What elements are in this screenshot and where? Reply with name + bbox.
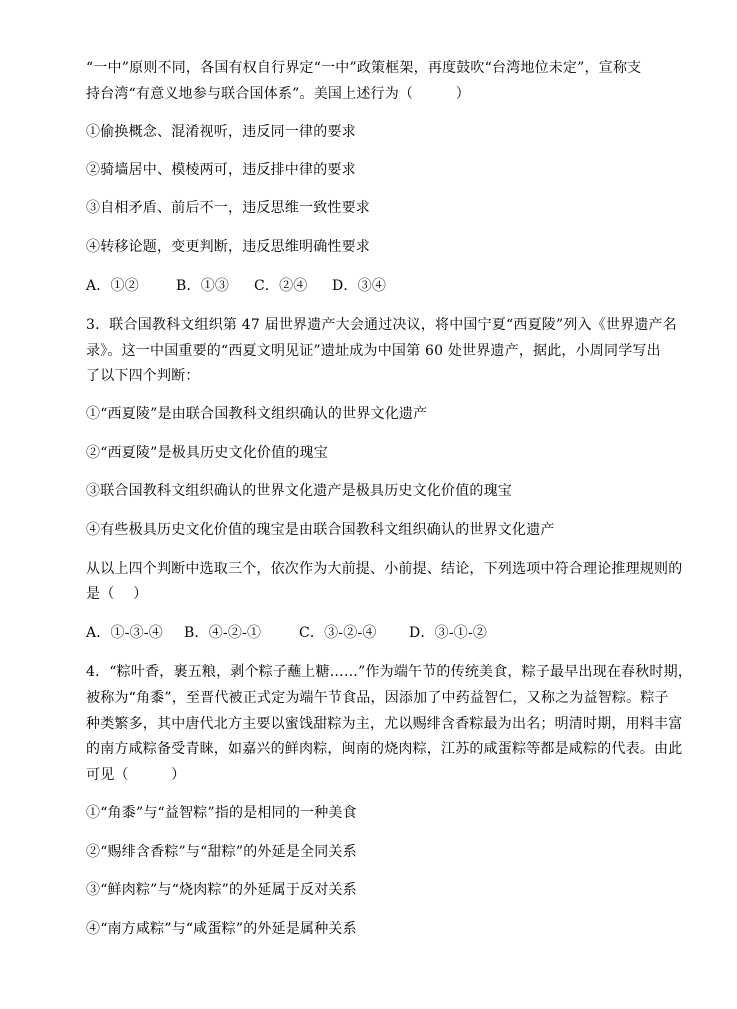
q4-stem-line-1: 4．“粽叶香，裹五粮，剥个粽子蘸上糖……”作为端午节的传统美食，粽子最早出现在春秋时期， — [86, 664, 693, 680]
q3-stem-line-1: 3．联合国教科文组织第 47 届世界遗产大会通过决议，将中国宁夏“西夏陵”列入《世界遗产名 — [86, 317, 677, 333]
q2-choice-c: C．②④ — [254, 278, 308, 294]
q4-option-1: ①“角黍”与“益智粽”指的是相同的一种美食 — [86, 805, 357, 821]
q3-choice-b: B．④-②-① — [184, 625, 262, 641]
q2-choice-d: D．③④ — [332, 278, 387, 294]
q2-choices — [86, 277, 386, 295]
q3-question-line-1: 从以上四个判断中选取三个，依次作为大前提、小前提、结论，下列选项中符合理论推理规则的 — [86, 561, 683, 577]
q3-judgment-3: ③联合国教科文组织确认的世界文化遗产是极具历史文化价值的瑰宝 — [86, 483, 512, 499]
q3-stem-line-3: 了以下四个判断： — [86, 368, 200, 384]
q3-choice-c: C．③-②-④ — [299, 625, 377, 641]
q2-option-2: ②骑墙居中、模棱两可，违反排中律的要求 — [86, 162, 356, 178]
q3-choices — [86, 624, 487, 642]
q2-choice-a: A．①② — [86, 278, 139, 294]
q2-option-4: ④转移论题，变更判断，违反思维明确性要求 — [86, 239, 370, 255]
q3-choice-a: A．①-③-④ — [86, 625, 163, 641]
q4-option-3: ③“鲜肉粽”与“烧肉粽”的外延属于反对关系 — [86, 882, 357, 898]
q4-stem-line-5: 可见（ ） — [86, 767, 186, 783]
q2-stem-line-1: “一中”原则不同，各国有权自行界定“一中”政策框架，再度鼓吹“台湾地位未定”，宣称支 — [86, 60, 642, 76]
q3-choice-d: D．③-①-② — [409, 625, 488, 641]
q3-stem-line-2: 录》。这一中国重要的“西夏文明见证”遗址成为中国第 60 处世界遗产，据此，小周同学写出 — [86, 343, 661, 359]
q4-stem-line-2: 被称为“角黍”，至晋代被正式定为端午节食品，因添加了中药益智仁，又称之为益智粽。粽子 — [86, 690, 669, 706]
q2-choice-b: B．①③ — [176, 278, 230, 294]
q3-judgment-4: ④有些极具历史文化价值的瑰宝是由联合国教科文组织确认的世界文化遗产 — [86, 522, 555, 538]
q2-stem-line-2: 持台湾“有意义地参与联合国体系”。美国上述行为（ ） — [86, 86, 470, 102]
q3-question-line-2: 是（ ） — [86, 586, 148, 602]
q3-judgment-2: ②“西夏陵”是极具历史文化价值的瑰宝 — [86, 445, 328, 461]
q2-option-1: ①偷换概念、混淆视听，违反同一律的要求 — [86, 124, 356, 140]
q3-judgment-1: ①“西夏陵”是由联合国教科文组织确认的世界文化遗产 — [86, 406, 428, 422]
q4-stem-line-4: 的南方咸粽备受青睐，如嘉兴的鲜肉粽，闽南的烧肉粽，江苏的咸蛋粽等都是咸粽的代表。由此 — [86, 741, 683, 757]
q2-option-3: ③自相矛盾、前后不一，违反思维一致性要求 — [86, 200, 370, 216]
q4-option-2: ②“赐绯含香粽”与“甜粽”的外延是全同关系 — [86, 844, 357, 860]
q4-stem-line-3: 种类繁多，其中唐代北方主要以蜜饯甜粽为主，尤以赐绯含香粽最为出名；明清时期，用料丰富 — [86, 716, 683, 732]
q4-option-4: ④“南方咸粽”与“咸蛋粽”的外延是属种关系 — [86, 921, 357, 937]
